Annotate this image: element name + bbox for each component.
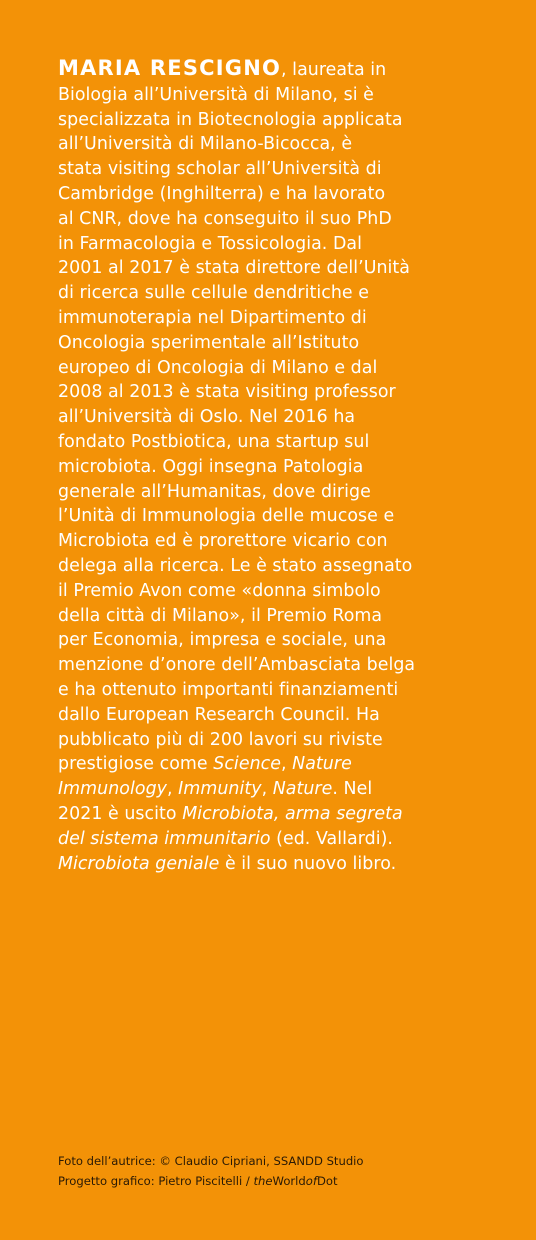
bio-line: [58, 281, 478, 306]
text-run: fondato Postbiotica, una startup sul: [58, 431, 370, 452]
bio-line: [58, 306, 478, 331]
photo-credit: Foto dell’autrice: © Claudio Cipriani, SSANDD Studio: [58, 1154, 364, 1168]
text-run: . Nel: [332, 779, 373, 800]
bio-line: [58, 802, 478, 827]
text-run: della città di Milano», il Premio Roma: [58, 605, 383, 626]
italic-text: Science: [213, 754, 281, 775]
bio-line: [58, 852, 478, 877]
text-run: specializzata in Biotecnologia applicata: [58, 109, 403, 130]
design-credit-label: Progetto grafico: Pietro Piscitelli /: [58, 1174, 254, 1188]
bio-line: [58, 480, 478, 505]
text-run: e ha ottenuto importanti finanziamenti: [58, 679, 399, 700]
bio-line: [58, 182, 478, 207]
author-biography: [58, 56, 478, 876]
bio-line: [58, 108, 478, 133]
text-run: ,: [281, 754, 293, 775]
text-run: stata visiting scholar all’Università di: [58, 159, 382, 180]
text-run: delega alla ricerca. Le è stato assegnato: [58, 555, 413, 576]
bio-line: [58, 777, 478, 802]
italic-text: Microbiota, arma segreta: [182, 803, 403, 824]
bio-line: [58, 554, 478, 579]
bio-line: [58, 604, 478, 629]
text-run: in Farmacologia e Tossicologia. Dal: [58, 233, 362, 254]
design-studio-name: [254, 1174, 338, 1188]
text-run: dallo European Research Council. Ha: [58, 704, 380, 725]
text-run: Microbiota ed è prorettore vicario con: [58, 531, 388, 552]
bio-line: [58, 703, 478, 728]
text-run: World: [272, 1174, 306, 1188]
text-run: all’Università di Oslo. Nel 2016 ha: [58, 407, 356, 428]
italic-text: Microbiota geniale: [58, 853, 220, 874]
text-run: prestigiose come: [58, 754, 214, 775]
bio-line: [58, 579, 478, 604]
bio-line: [58, 405, 478, 430]
text-run: all’Università di Milano-Bicocca, è: [58, 134, 353, 155]
text-run: al CNR, dove ha conseguito il suo PhD: [58, 208, 392, 229]
italic-text: Immunity: [178, 779, 262, 800]
bio-line: [58, 455, 478, 480]
bio-line: [58, 504, 478, 529]
bio-line: [58, 529, 478, 554]
text-run: menzione d’onore dell’Ambasciata belga: [58, 655, 416, 676]
italic-text: Nature: [292, 754, 352, 775]
bio-line: [58, 628, 478, 653]
bio-line: [58, 678, 478, 703]
text-run: generale all’Humanitas, dove dirige: [58, 481, 371, 502]
bio-line: [58, 207, 478, 232]
text-run: Dot: [316, 1174, 338, 1188]
bio-line-text: [281, 60, 386, 80]
text-run: pubblicato più di 200 lavori su riviste: [58, 729, 383, 750]
bio-line: [58, 232, 478, 257]
text-run: per Economia, impresa e sociale, una: [58, 630, 387, 651]
bio-line: [58, 827, 478, 852]
author-name: MARIA RESCIGNO: [58, 56, 282, 80]
text-run: europeo di Oncologia di Milano e dal: [58, 357, 378, 378]
text-run: (ed. Vallardi).: [270, 828, 393, 849]
text-run: microbiota. Oggi insegna Patologia: [58, 456, 364, 477]
text-run: 2001 al 2017 è stata direttore dell’Unità: [58, 258, 411, 279]
design-credit: [58, 1171, 498, 1191]
bio-line: [58, 728, 478, 753]
text-run: il Premio Avon come «donna simbolo: [58, 580, 381, 601]
italic-text: Nature: [272, 779, 333, 800]
italic-text: Immunology: [58, 779, 167, 800]
bio-line: [58, 331, 478, 356]
italic-text: del sistema immunitario: [58, 828, 271, 849]
italic-text: of: [305, 1174, 317, 1188]
text-run: Oncologia sperimentale all’Istituto: [58, 332, 360, 353]
bio-line: [58, 132, 478, 157]
bio-line: [58, 430, 478, 455]
text-run: l’Unità di Immunologia delle mucose e: [58, 506, 395, 527]
text-run: Biologia all’Università di Milano, si è: [58, 84, 374, 105]
text-run: 2021 è uscito: [58, 803, 183, 824]
bio-line: [58, 380, 478, 405]
bio-line: [58, 356, 478, 381]
bio-line-first: [58, 56, 478, 83]
bio-lines: [58, 83, 478, 877]
bio-line: [58, 83, 478, 108]
text-run: ,: [261, 779, 273, 800]
text-run: Cambridge (Inghilterra) e ha lavorato: [58, 183, 386, 204]
bio-line: [58, 157, 478, 182]
text-run: di ricerca sulle cellule dendritiche e: [58, 283, 369, 304]
text-run: , laureata in: [281, 60, 387, 80]
italic-text: the: [253, 1174, 273, 1188]
text-run: ,: [167, 779, 179, 800]
credits: [58, 1151, 498, 1191]
text-run: 2008 al 2013 è stata visiting professor: [58, 382, 396, 403]
bio-line: [58, 653, 478, 678]
bio-line: [58, 256, 478, 281]
bio-line: [58, 752, 478, 777]
text-run: immunoterapia nel Dipartimento di: [58, 307, 367, 328]
text-run: è il suo nuovo libro.: [219, 853, 397, 874]
